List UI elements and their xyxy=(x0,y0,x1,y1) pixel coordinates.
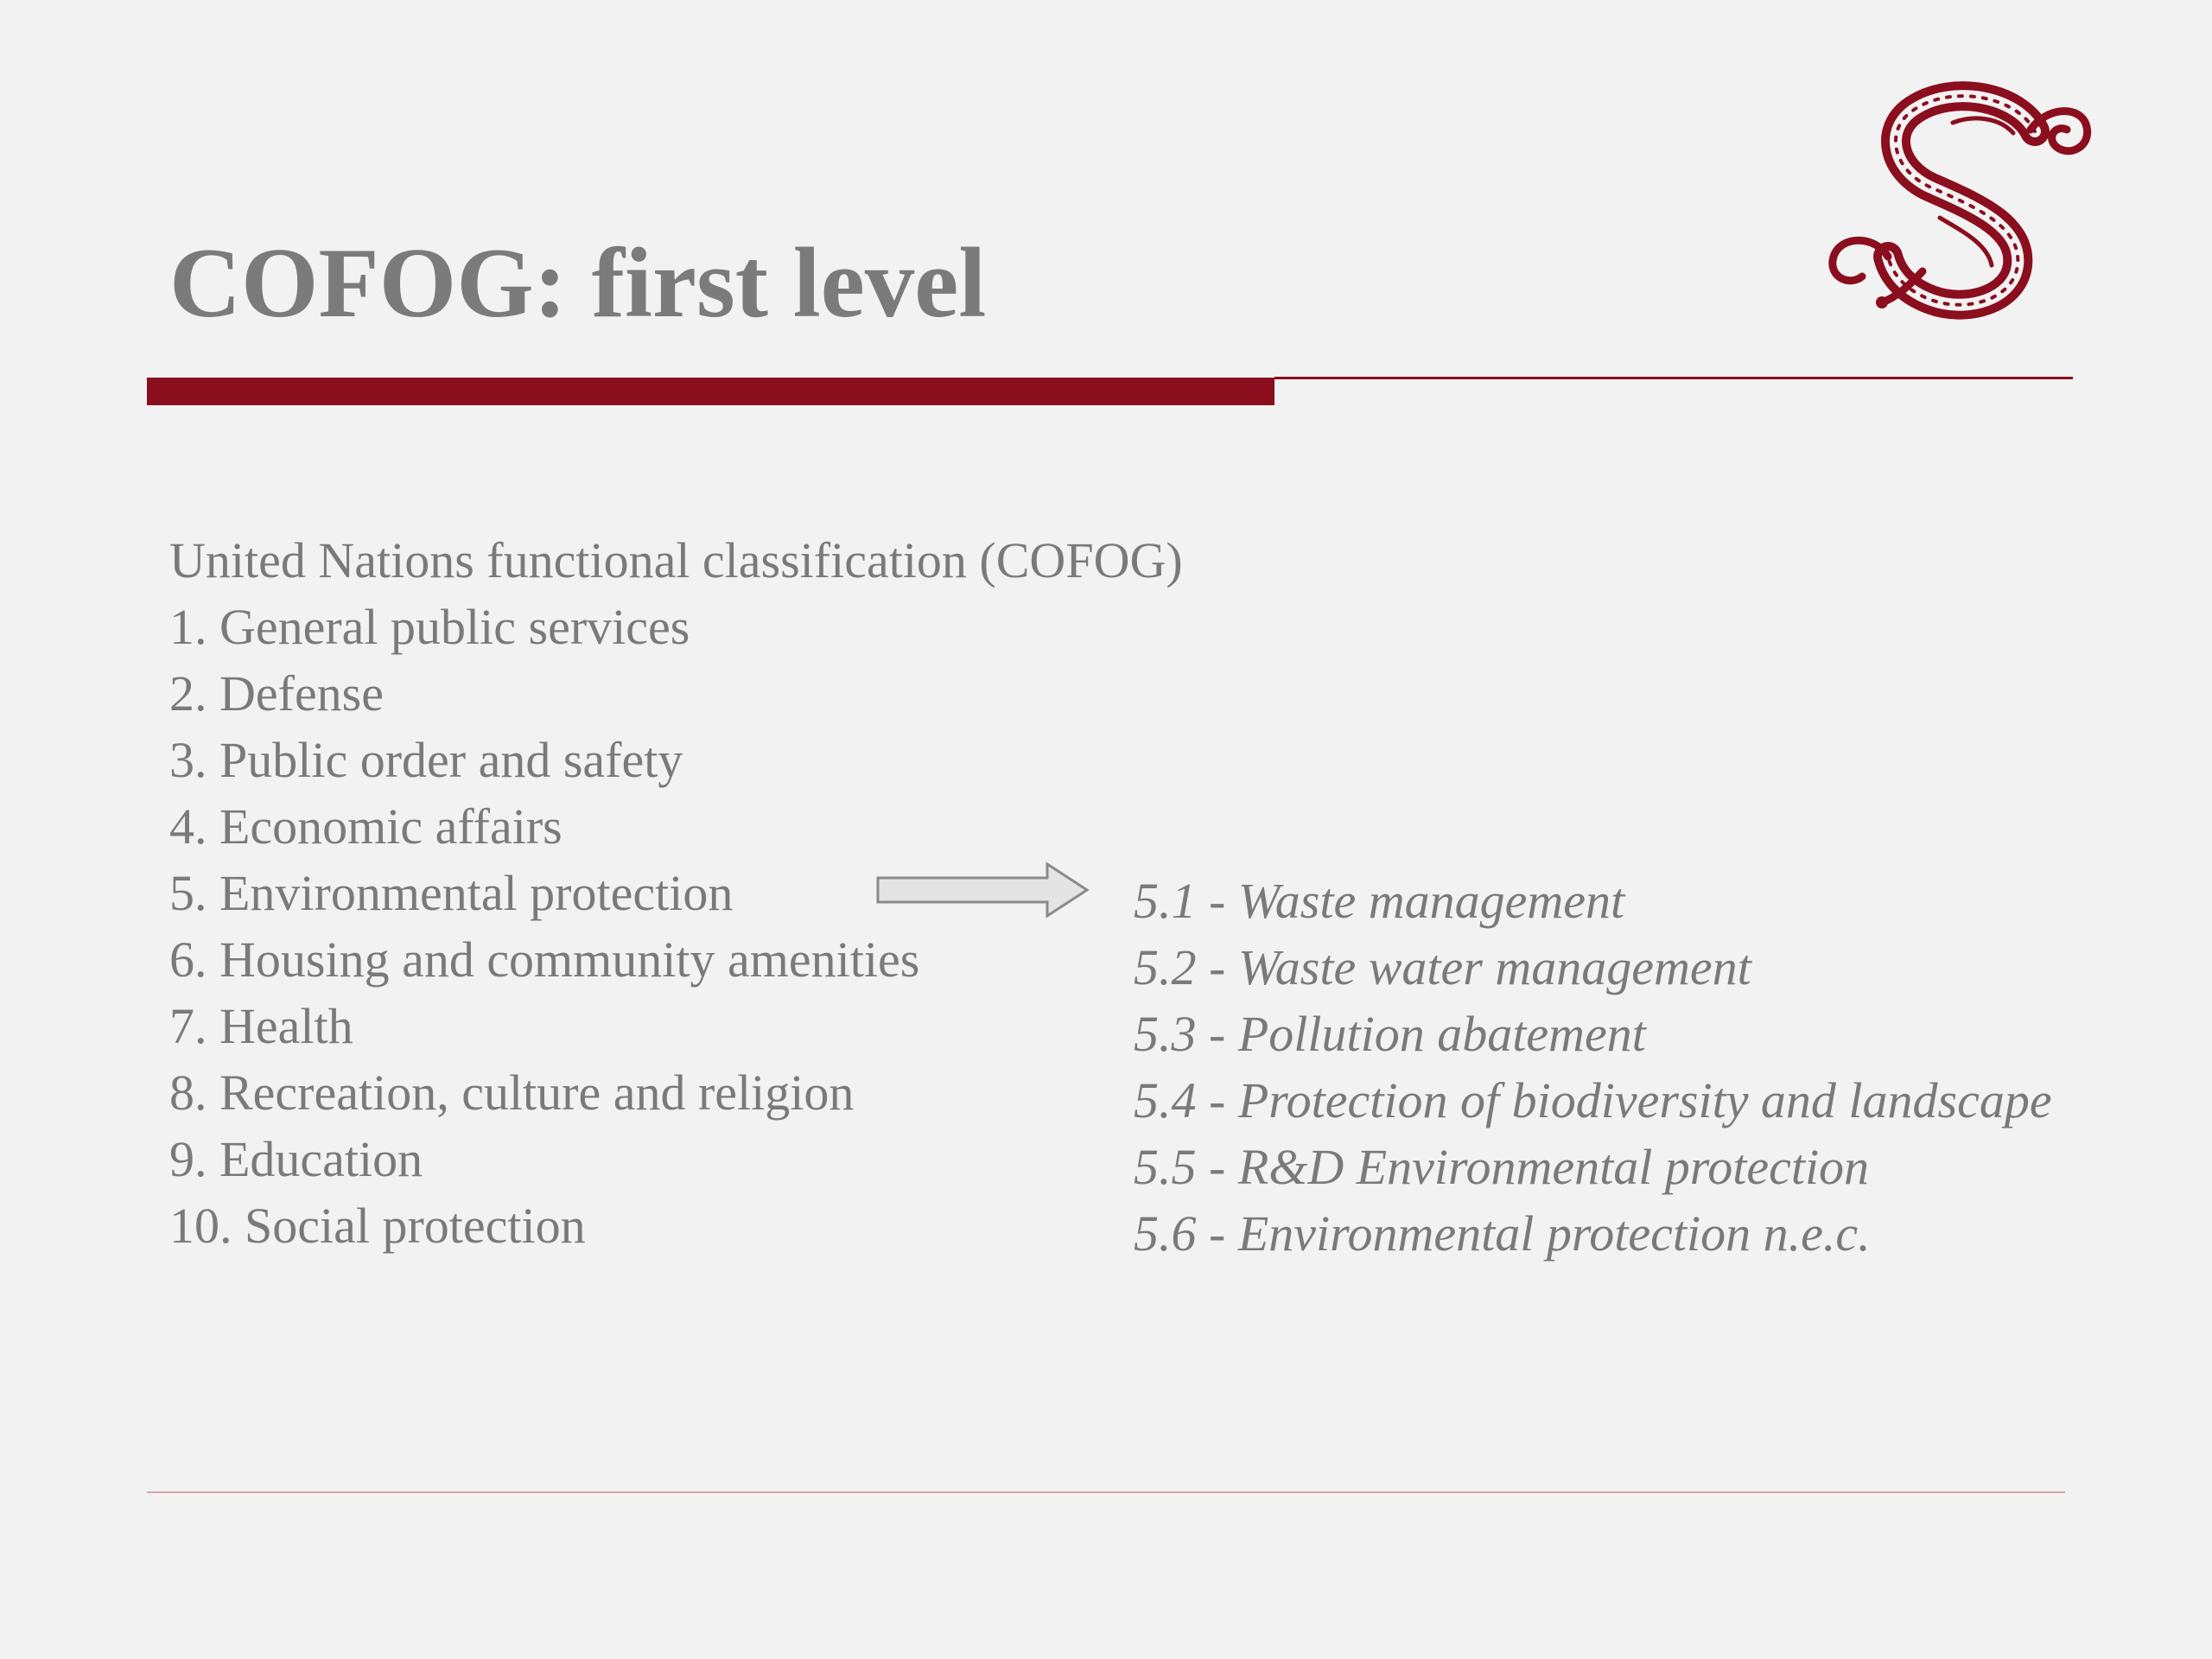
list-item: 5.1 - Waste management xyxy=(1134,873,1625,929)
list-item: 5.3 - Pollution abatement xyxy=(1134,1006,1646,1062)
slide-title: COFOG: first level xyxy=(169,228,987,338)
list-item: 9. Education xyxy=(169,1131,423,1187)
environmental-protection-subcategory-list xyxy=(1134,868,2052,1267)
list-item: 5.2 - Waste water management xyxy=(1134,939,1751,995)
title-underline-thick xyxy=(147,378,1274,405)
list-item: 6. Housing and community amenities xyxy=(169,931,920,988)
list-item: 5. Environmental protection xyxy=(169,865,734,921)
right-arrow-icon xyxy=(874,861,1090,919)
list-item: 1. General public services xyxy=(169,599,690,655)
title-underline-thin xyxy=(1274,377,2073,379)
footer-divider xyxy=(147,1491,2065,1493)
ornamental-s-logo-icon xyxy=(1823,79,2100,321)
list-item: 5.4 - Protection of biodiversity and landscape xyxy=(1134,1072,2052,1128)
list-item: 3. Public order and safety xyxy=(169,732,683,788)
list-item: 7. Health xyxy=(169,998,353,1054)
list-item: 8. Recreation, culture and religion xyxy=(169,1065,855,1121)
list-item: 5.6 - Environmental protection n.e.c. xyxy=(1134,1205,1871,1262)
list-item: 10. Social protection xyxy=(169,1198,586,1254)
list-item: 4. Economic affairs xyxy=(169,798,563,855)
list-item: 2. Defense xyxy=(169,665,385,721)
list-item: 5.5 - R&D Environmental protection xyxy=(1134,1139,1870,1195)
list-heading: United Nations functional classification (COFOG) xyxy=(169,532,1183,588)
